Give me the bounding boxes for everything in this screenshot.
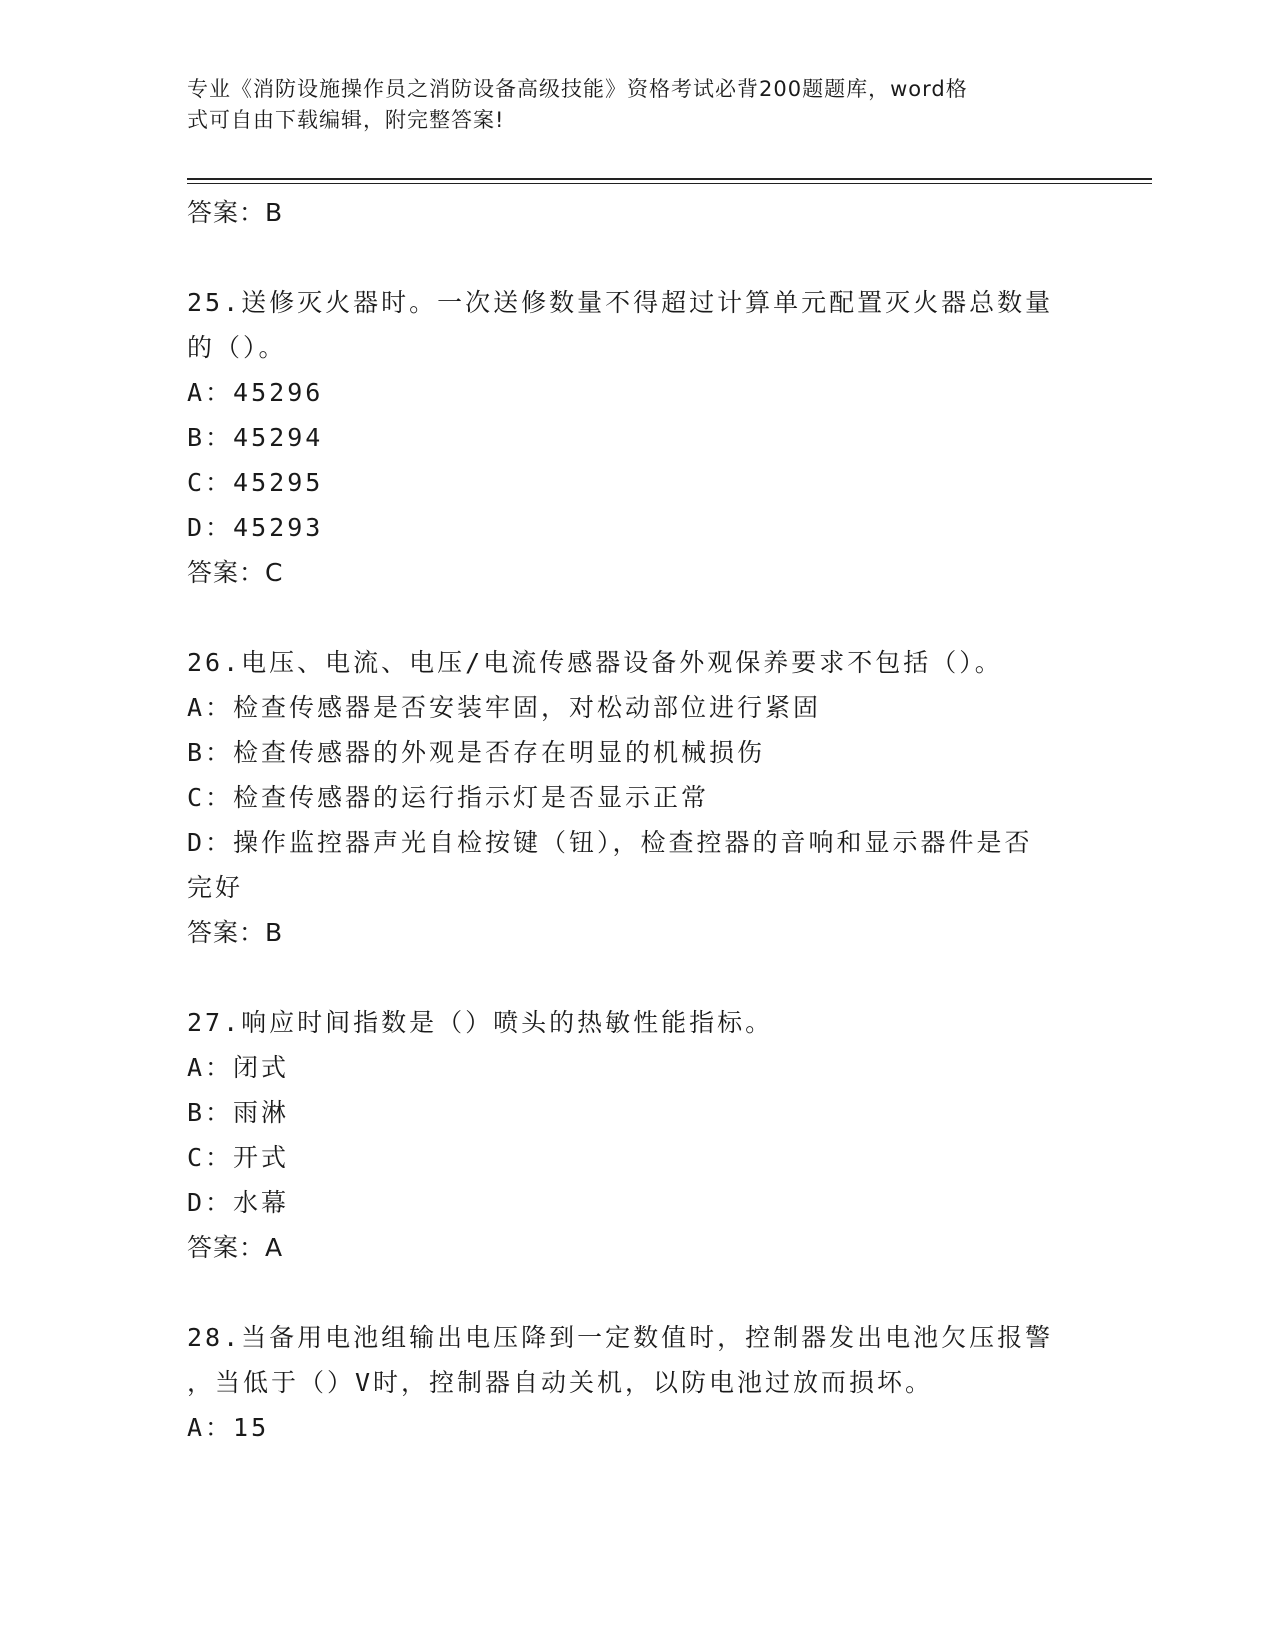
header-divider-thin	[187, 183, 1152, 184]
header-divider-thick	[187, 178, 1152, 180]
option-a: A：45296	[187, 378, 324, 407]
header-line-2: 式可自由下载编辑，附完整答案!	[187, 108, 505, 132]
answer-line: 答案：B	[187, 198, 284, 227]
question-title: 26.电压、电流、电压/电流传感器设备外观保养要求不包括（）。	[187, 648, 1003, 677]
question-title: 25.送修灭火器时。一次送修数量不得超过计算单元配置灭火器总数量	[187, 288, 1054, 317]
document-header	[187, 74, 1067, 136]
option-d: D：水幕	[187, 1188, 290, 1217]
option-b: B：45294	[187, 423, 324, 452]
option-c: C：检查传感器的运行指示灯是否显示正常	[187, 783, 710, 812]
option-b: B：检查传感器的外观是否存在明显的机械损伤	[187, 738, 766, 767]
question-title-cont: 的（）。	[187, 333, 287, 362]
question-27	[187, 1000, 1087, 1270]
answer-line: 答案：C	[187, 558, 284, 587]
option-d: D：操作监控器声光自检按键（钮），检查控器的音响和显示器件是否	[187, 828, 1033, 857]
answer-line: 答案：B	[187, 918, 284, 947]
question-list	[187, 190, 1087, 1450]
question-title: 27.响应时间指数是（）喷头的热敏性能指标。	[187, 1008, 774, 1037]
header-line-1: 专业《消防设施操作员之消防设备高级技能》资格考试必背200题题库，word格	[187, 77, 968, 101]
option-b: B：雨淋	[187, 1098, 290, 1127]
option-a: A：闭式	[187, 1053, 290, 1082]
option-c: C：开式	[187, 1143, 290, 1172]
question-26	[187, 640, 1087, 955]
question-28	[187, 1315, 1087, 1450]
option-d: D：45293	[187, 513, 324, 542]
option-a: A：检查传感器是否安装牢固，对松动部位进行紧固	[187, 693, 822, 722]
option-d-cont: 完好	[187, 873, 244, 902]
question-title: 28.当备用电池组输出电压降到一定数值时，控制器发出电池欠压报警	[187, 1323, 1054, 1352]
option-a: A：15	[187, 1413, 270, 1442]
answer-line: 答案：A	[187, 1233, 284, 1262]
question-25	[187, 280, 1087, 595]
question-title-cont: ，当低于（）V时，控制器自动关机，以防电池过放而损坏。	[187, 1368, 934, 1397]
option-c: C：45295	[187, 468, 324, 497]
